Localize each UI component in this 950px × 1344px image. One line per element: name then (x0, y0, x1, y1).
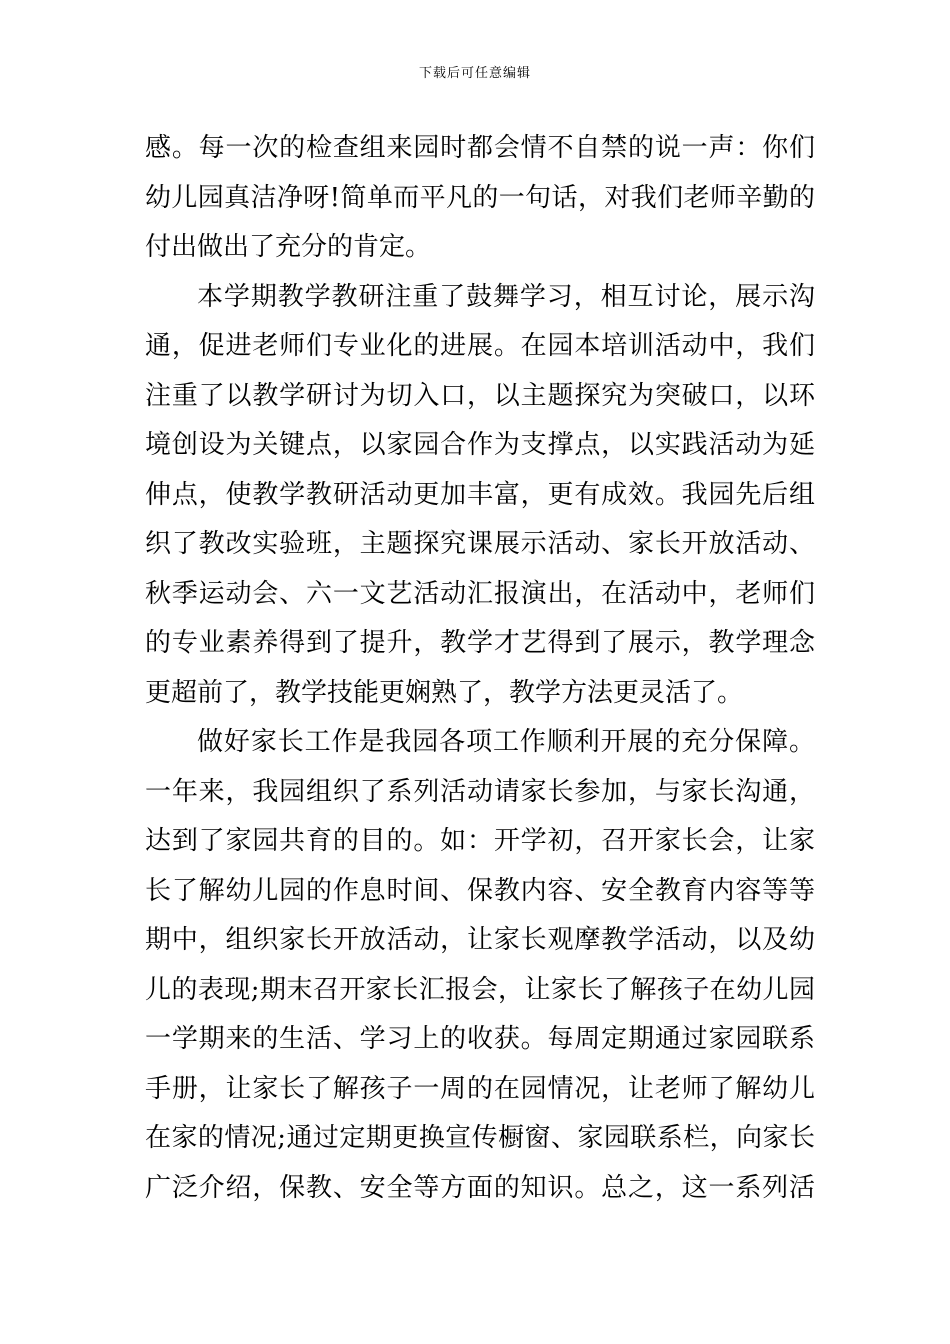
text-line: 的专业素养得到了提升，教学才艺得到了展示，教学理念 (145, 628, 815, 658)
text-line: 达到了家园共育的目的。如：开学初，召开家长会，让家 (145, 826, 815, 856)
text-line: 一学期来的生活、学习上的收获。每周定期通过家园联系 (145, 1024, 815, 1054)
text-line: 儿的表现;期末召开家长汇报会，让家长了解孩子在幼儿园 (145, 974, 815, 1005)
text-line: 秋季运动会、六一文艺活动汇报演出，在活动中，老师们 (145, 578, 815, 609)
text-line: 本学期教学教研注重了鼓舞学习，相互讨论，展示沟 (197, 281, 815, 312)
text-line: 期中，组织家长开放活动，让家长观摩教学活动，以及幼 (145, 925, 815, 955)
text-line: 注重了以教学研讨为切入口，以主题探究为突破口，以环 (145, 380, 815, 411)
text-line: 感。每一次的检查组来园时都会情不自禁的说一声：你们 (145, 133, 815, 163)
text-line: 一年来，我园组织了系列活动请家长参加，与家长沟通， (145, 776, 815, 807)
text-line: 通，促进老师们专业化的进展。在园本培训活动中，我们 (145, 331, 815, 361)
text-line: 织了教改实验班，主题探究课展示活动、家长开放活动、 (145, 529, 815, 559)
text-line: 在家的情况;通过定期更换宣传橱窗、家园联系栏，向家长 (145, 1123, 815, 1153)
text-line: 境创设为关键点，以家园合作为支撑点，以实践活动为延 (145, 430, 815, 460)
text-line: 手册，让家长了解孩子一周的在园情况，让老师了解幼儿 (145, 1073, 815, 1104)
text-line: 长了解幼儿园的作息时间、保教内容、安全教育内容等等 (145, 875, 815, 906)
text-line: 做好家长工作是我园各项工作顺利开展的充分保障。 (197, 727, 815, 757)
text-line: 广泛介绍，保教、安全等方面的知识。总之，这一系列活 (145, 1172, 815, 1203)
text-line: 幼儿园真洁净呀!简单而平凡的一句话，对我们老师辛勤的 (145, 182, 815, 213)
text-line: 付出做出了充分的肯定。 (145, 232, 432, 262)
text-line: 更超前了，教学技能更娴熟了，教学方法更灵活了。 (145, 677, 744, 708)
text-line: 伸点，使教学教研活动更加丰富，更有成效。我园先后组 (145, 479, 815, 510)
page-header-note: 下载后可任意编辑 (418, 66, 531, 81)
document-body (145, 124, 815, 1213)
